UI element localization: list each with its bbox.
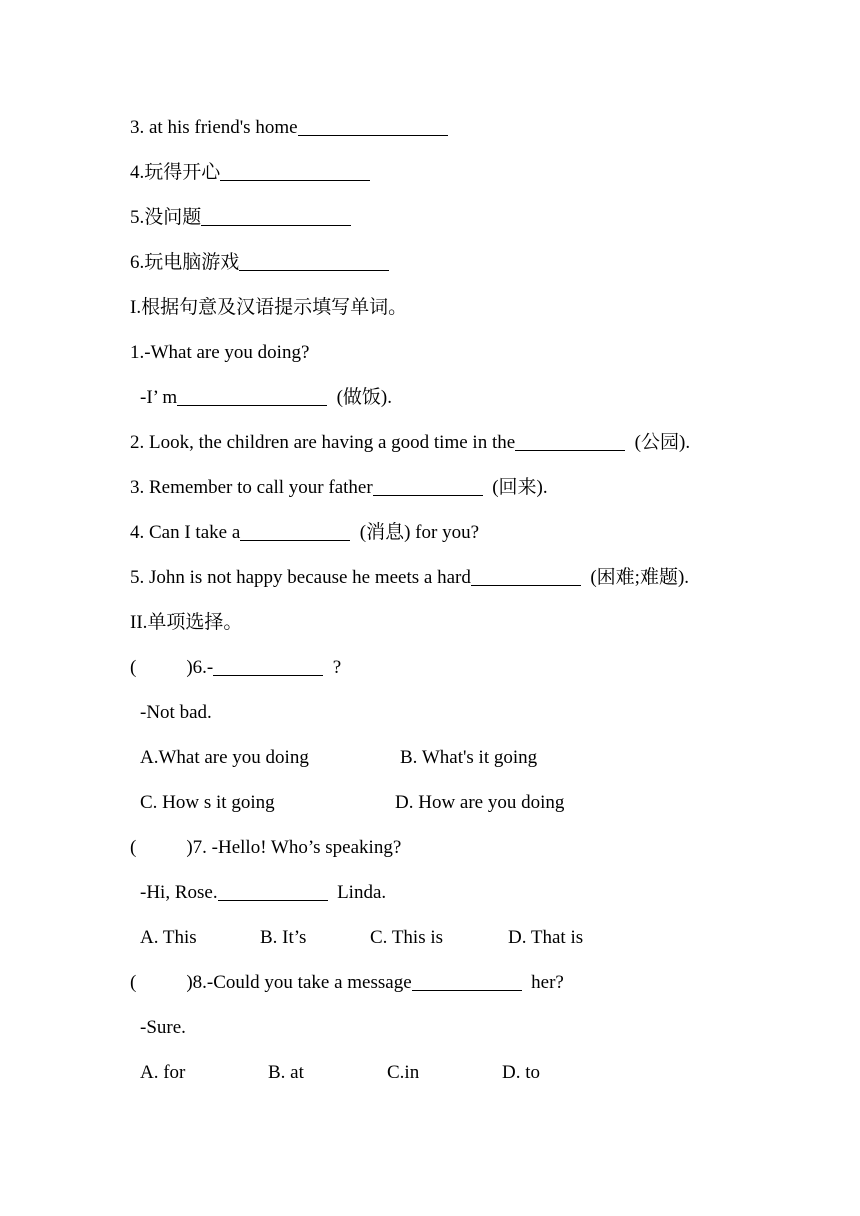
s1-q2	[130, 431, 690, 455]
s2-q6-stem: )6.-	[186, 657, 214, 678]
option-b: B. It’s	[260, 927, 307, 948]
s1-q5-text: 5. John is not happy because he meets a hard	[130, 567, 471, 588]
answer-blank	[412, 972, 522, 991]
s1-q2-text: 2. Look, the children are having a good time in the	[130, 432, 516, 453]
option-a: A. This	[140, 927, 197, 948]
option-d: D. How are you doing	[395, 792, 565, 813]
s2-q7-reply-pre: -Hi, Rose.	[140, 882, 218, 903]
s2-q8-options	[140, 1061, 740, 1085]
s2-q7-options	[140, 926, 740, 950]
item-5	[130, 206, 351, 230]
answer-blank	[373, 477, 483, 496]
s1-q5-hint: (困难;难题).	[590, 567, 690, 588]
item-6	[130, 251, 389, 275]
s1-q2-hint: (公园).	[634, 432, 691, 453]
s1-q4-hint: (消息) for you?	[359, 522, 480, 543]
s1-q4-text: 4. Can I take a	[130, 522, 241, 543]
option-d: D. That is	[508, 927, 584, 948]
item-3-text: 3. at his friend's home	[130, 117, 298, 138]
s2-q7	[130, 836, 401, 860]
s1-q3	[130, 476, 548, 500]
answer-blank	[201, 207, 351, 226]
option-b: B. What's it going	[400, 747, 538, 768]
option-c: C. This is	[370, 927, 444, 948]
answer-blank	[177, 387, 327, 406]
answer-blank	[220, 162, 370, 181]
option-c: C.in	[387, 1062, 420, 1083]
s1-q1-hint: (做饭).	[336, 387, 393, 408]
answer-blank	[515, 432, 625, 451]
s2-q8-post: her?	[531, 972, 564, 993]
answer-blank	[240, 522, 350, 541]
option-a: A.What are you doing	[140, 747, 309, 768]
item-5-text: 5.没问题	[130, 207, 202, 228]
option-b: B. at	[268, 1062, 304, 1083]
answer-blank	[298, 117, 448, 136]
s2-q6	[130, 656, 341, 680]
section-1-heading: I.根据句意及汉语提示填写单词。	[130, 297, 408, 318]
s2-q7-reply	[140, 881, 386, 905]
answer-paren: (	[130, 837, 137, 858]
s2-q7-stem: )7. -Hello! Who’s speaking?	[186, 837, 402, 858]
s2-q8-reply: -Sure.	[140, 1017, 186, 1038]
s2-q6-options-row2	[140, 791, 740, 815]
s2-q8	[130, 971, 564, 995]
option-d: D. to	[502, 1062, 540, 1083]
s1-q1-answer	[140, 386, 392, 410]
option-a: A. for	[140, 1062, 186, 1083]
answer-blank	[239, 252, 389, 271]
answer-paren: (	[130, 657, 137, 678]
answer-blank	[471, 567, 581, 586]
s1-q1-answer-pre: -I’ m	[140, 387, 178, 408]
s2-q8-stem: )8.-Could you take a message	[186, 972, 412, 993]
item-3	[130, 116, 448, 140]
s1-q3-text: 3. Remember to call your father	[130, 477, 373, 498]
s2-q6-reply: -Not bad.	[140, 702, 212, 723]
item-4-text: 4.玩得开心	[130, 162, 221, 183]
option-c: C. How s it going	[140, 792, 275, 813]
answer-blank	[218, 882, 328, 901]
s2-q6-post: ?	[332, 657, 342, 678]
answer-paren: (	[130, 972, 137, 993]
item-6-text: 6.玩电脑游戏	[130, 252, 240, 273]
s2-q6-options-row1	[140, 746, 740, 770]
s2-q7-reply-post: Linda.	[337, 882, 387, 903]
s1-q5	[130, 566, 689, 590]
s1-q4	[130, 521, 479, 545]
s1-q3-hint: (回来).	[492, 477, 548, 498]
answer-blank	[213, 657, 323, 676]
s1-q1-prompt: 1.-What are you doing?	[130, 342, 310, 363]
section-2-heading: II.单项选择。	[130, 612, 243, 633]
item-4	[130, 161, 370, 185]
